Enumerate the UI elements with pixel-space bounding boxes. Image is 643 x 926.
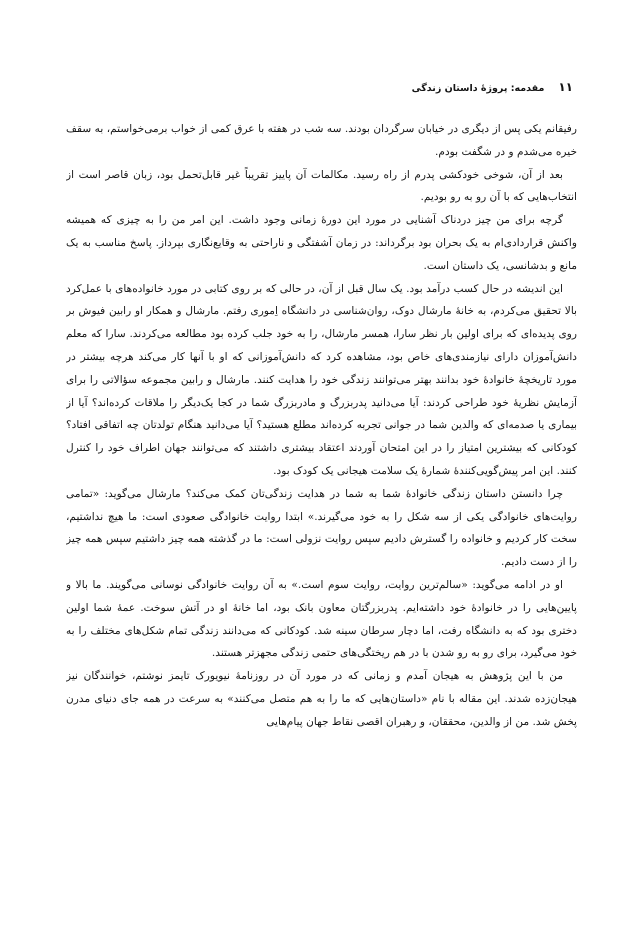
paragraph: او در ادامه می‌گوید: «سالم‌ترین روایت، روایت سوم است.» به آن روایت خانوادگی نوسانی می‌گویند. ما بالا و پایین‌هایی را در خانوادهٔ خود داشته‌ایم. پدربزرگتان معاون بانک بود، اما خانهٔ او در آتش سوخت. عمهٔ شما اولین دختری بود که به دانشگاه رفت، اما دچار سرطان سینه شد. کودکانی که می‌دانند زندگی تمام شکل‌های مختلف را به خود می‌گیرد، برای رو به رو شدن با در هم ریختگی‌های حتمی زندگی مجهزتر هستند. xyxy=(66,578,577,660)
paragraph: من با این پژوهش به هیجان آمدم و زمانی که در مورد آن در روزنامهٔ نیویورک تایمز نوشتم، خوانندگان نیز هیجان‌زده شدند. این مقاله با نام «داستان‌هایی که ما را به هم متصل می‌کنند» به سرعت در همه جای دنیای مدرن پخش شد. من از والدین، محققان، و رهبران اقصی نقاط جهان پیام‌هایی xyxy=(66,670,577,728)
page-number: ۱۱ xyxy=(558,80,573,94)
running-title: مقدمه: پروژهٔ داستان زندگی xyxy=(411,83,545,94)
page-header xyxy=(70,80,573,94)
paragraph: رفیقانم یکی پس از دیگری در خیابان سرگردان بودند. سه شب در هفته با عرق کمی از خواب برمی‌خواستم، به سقف خیره می‌شدم و در شگفت بودم. xyxy=(66,123,577,158)
paragraph: گرچه برای من چیز دردناک آشنایی در مورد این دورهٔ زمانی وجود داشت. این امر من را به چیزی که همیشه واکنش قراردادی‌ام به یک بحران بود برگرداند: در زمان آشفتگی و ناراحتی به وقایع‌نگاری بپرداز. پاسخ مناسب به یک مانع و بدشانسی، یک داستان است. xyxy=(66,214,577,272)
paragraph: این اندیشه در حال کسب درآمد بود. یک سال قبل از آن، در حالی که بر روی کتابی در مورد خانواده‌های با عمل‌کرد بالا تحقیق می‌کردم، به خانهٔ مارشال دوک، روان‌شناسی در دانشگاه اِموری رفتم. مارشال و همکار او رابین فیوش بر روی پدیده‌ای که برای اولین بار نظر سارا، همسر مارشال، را به خود جلب کرده بود مطالعه می‌کردند. سارا که معلم دانش‌آموزان دارای نیازمندی‌های خاص بود، مشاهده کرد که دانش‌آموزانی که او با آنها کار می‌کند هرچه بیشتر در مورد تاریخچهٔ خانوادهٔ خود بدانند بهتر می‌توانند زندگی خود را هدایت کنند. مارشال و رابین مجموعه سؤالاتی را برای آزمایش نظریهٔ خود طراحی کردند: آیا می‌دانید پدربزرگ و مادربزرگ شما در کجا یک‌دیگر را ملاقات کرده‌اند؟ آیا از بیماری یا صدمه‌ای که والدین شما در جوانی تجربه کرده‌اند مطلع هستید؟ آیا می‌دانید هنگام تولدتان چه اتفاقی افتاد؟ کودکانی که بیشترین امتیاز را در این امتحان آوردند اعتقاد بیشتری داشتند که می‌توانند جهان اطراف خود را کنترل کنند. این امر پیش‌گویی‌کنندهٔ شمارهٔ یک سلامت هیجانی یک کودک بود. xyxy=(66,282,577,477)
paragraph: بعد از آن، شوخی خودکشی پدرم از راه رسید. مکالمات آن پاییز تقریباً غیر قابل‌تحمل بود، زبان قاصر است از انتخاب‌هایی که با آن رو به رو بودیم. xyxy=(66,168,577,204)
paragraph: چرا دانستن داستان زندگی خانوادهٔ شما به شما در هدایت زندگی‌تان کمک می‌کند؟ مارشال می‌گوید: «تمامی روایت‌های خانوادگی یکی از سه شکل را به خود می‌گیرند.» ابتدا روایت خانوادگی صعودی است: ما هیچ نداشتیم، سخت کار کردیم و خانواده را گسترش دادیم سپس روایت نزولی است: ما در گذشته همه چیز داشتیم سپس همه چیز را از دست دادیم. xyxy=(66,487,577,569)
body-text xyxy=(66,118,577,898)
